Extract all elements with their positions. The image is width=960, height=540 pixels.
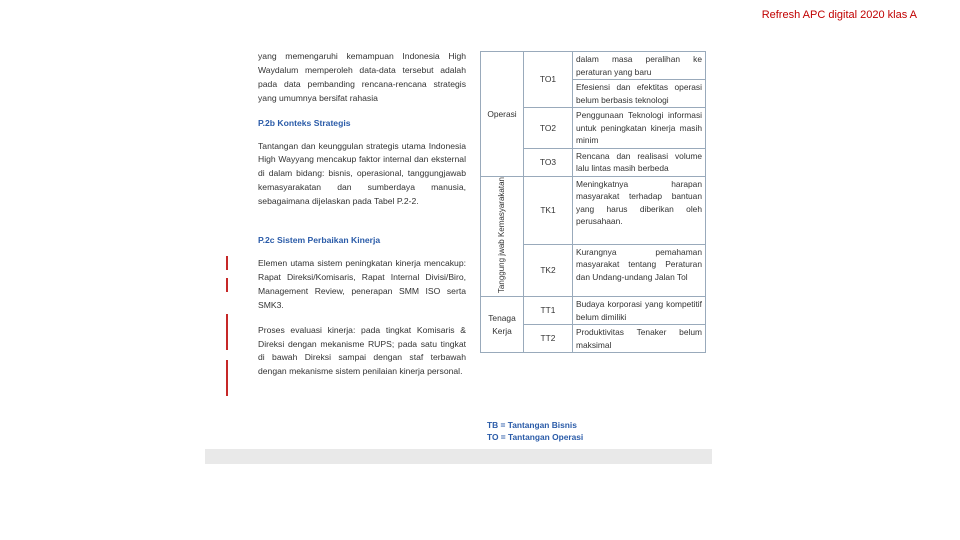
- table-code-cell: TK1: [524, 176, 573, 244]
- table-category-vertical-label: Tanggung jwab Kemasyarakatan: [497, 176, 506, 293]
- legend-item: TO = Tantangan Operasi: [487, 432, 584, 442]
- change-marker: [226, 360, 228, 396]
- change-marker: [226, 256, 228, 270]
- legend-item: TB = Tantangan Bisnis: [487, 420, 577, 430]
- section-heading-p2b: P.2b Konteks Strategis: [258, 117, 351, 128]
- intro-paragraph: yang memengaruhi kemampuan Indonesia High Waydalum memperoleh data-data tersebut adalah pada data pembanding rencana-rencana strategis yang umumnya bersifat rahasia: [258, 51, 466, 103]
- table-category-cell: Operasi: [481, 52, 524, 177]
- table-code-cell: TT2: [524, 325, 573, 353]
- table-category-cell: [481, 176, 524, 297]
- table-row: [481, 176, 706, 244]
- left-column: [258, 50, 466, 379]
- table-desc-cell: Budaya korporasi yang kompetitif belum dimiliki: [573, 297, 706, 325]
- table-row: [481, 297, 706, 325]
- table-desc-cell: Rencana dan realisasi volume lalu lintas masih berbeda: [573, 148, 706, 176]
- table-code-cell: TO2: [524, 108, 573, 149]
- table-row: [481, 52, 706, 80]
- table-desc-cell: dalam masa peralihan ke peraturan yang baru: [573, 52, 706, 80]
- table-desc-cell: Efesiensi dan efektitas operasi belum berbasis teknologi: [573, 80, 706, 108]
- slide-title: Refresh APC digital 2020 klas A: [761, 9, 917, 21]
- change-marker: [226, 278, 228, 292]
- challenges-table: [480, 51, 706, 353]
- section-body-p2b: Tantangan dan keunggulan strategis utama Indonesia High Wayyang mencakup faktor internal dan eksternal di dalam bidang: bisnis, operasional, tanggungjawab kemasyarakatan dan sumberdaya manusia, sebagaimana dijelaskan pada Tabel P.2-2.: [258, 140, 466, 207]
- section-heading-p2c: P.2c Sistem Perbaikan Kinerja: [258, 235, 381, 246]
- table-desc-cell: Produktivitas Tenaker belum maksimal: [573, 325, 706, 353]
- table-desc-cell: Kurangnya pemahaman masyarakat tentang Peraturan dan Undang-undang Jalan Tol: [573, 244, 706, 296]
- change-marker: [226, 314, 228, 350]
- section-body-p2c-1: Elemen utama sistem peningkatan kinerja mencakup: Rapat Direksi/Komisaris, Rapat Internal Divisi/Biro, Management Review, penerapan SMM ISO serta SMK3.: [258, 257, 466, 310]
- table-code-cell: TK2: [524, 244, 573, 296]
- table-legend: [487, 419, 583, 443]
- table-code-cell: TO1: [524, 52, 573, 108]
- table-category-cell: Tenaga Kerja: [481, 297, 524, 353]
- table-code-cell: TO3: [524, 148, 573, 176]
- section-body-p2c-2: Proses evaluasi kinerja: pada tingkat Komisaris & Direksi dengan mekanisme RUPS; pada satu tingkat di bawah Direksi sampai dengan staf terbawah dengan mekanisme sistem penilaian kinerja personal.: [258, 324, 466, 377]
- table-desc-cell: Penggunaan Teknologi informasi untuk peningkatan kinerja masih minim: [573, 108, 706, 149]
- table-code-cell: TT1: [524, 297, 573, 325]
- document-footer-bar: [205, 449, 712, 464]
- table-desc-cell: Meningkatnya harapan masyarakat terhadap bantuan yang harus diberikan oleh perusahaan.: [573, 176, 706, 244]
